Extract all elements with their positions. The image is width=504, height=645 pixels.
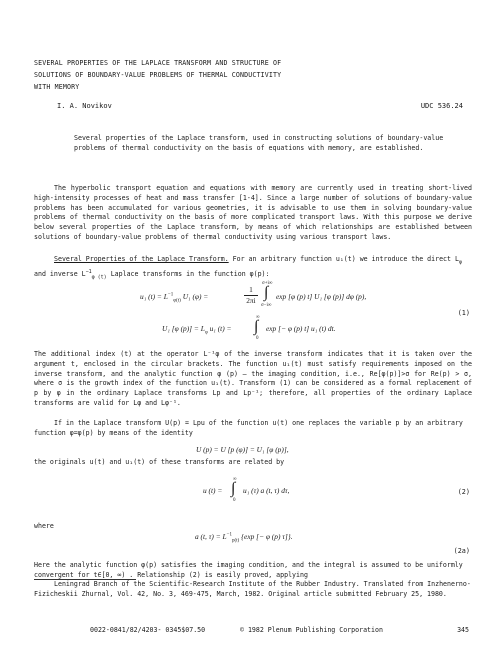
subscript: φ <box>204 330 208 336</box>
subscript: φ (t) <box>91 274 107 281</box>
footnote: Leningrad Branch of the Scientific-Research Institute of the Rubber Industry. Translated from Inzhenerno-Fizicheskii Zhurnal, Vol. 42, No. 3, 469-475, March, 1982. Original article submitted February 25, 1980. <box>34 580 471 598</box>
superscript: −1 <box>85 269 92 276</box>
integral-lower-limit: 0 <box>233 498 236 503</box>
equation-2-rhs <box>243 486 289 495</box>
integral-sign: ∫ <box>254 318 259 335</box>
where-label: where <box>34 522 54 530</box>
section-text: Laplace transforms in the function φ(p): <box>110 270 270 279</box>
subscript: φ(t) <box>173 298 181 304</box>
superscript: −1 <box>167 292 174 298</box>
fraction <box>244 285 258 305</box>
author-name: I. A. Novikov <box>57 102 112 110</box>
equation-2-lhs <box>203 486 222 495</box>
article-title <box>34 57 474 93</box>
eq-text: u (t) = <box>203 486 223 495</box>
udc-code: UDC 536.24 <box>420 102 463 110</box>
equation-1-line-1-rhs <box>276 292 366 301</box>
paragraph: the originals u(t) and u₁(t) of these transforms are related by <box>34 458 285 466</box>
section-heading: Several Properties of the Laplace Transform. <box>54 255 229 263</box>
equation-1-line-1 <box>140 292 208 303</box>
integral-upper-limit: σ+i∞ <box>262 281 273 286</box>
section-text: and inverse L <box>34 270 86 279</box>
eq-text: u₁ (t) = L <box>140 292 168 301</box>
eq-text: U₁ (φ) = <box>182 292 209 301</box>
paragraph: If in the Laplace transform U(p) = Lpu of the function u(t) one replaces the variable p by an arbitrary function φ=φ(p) by means of the identity <box>34 419 463 437</box>
abstract: Several properties of the Laplace transform, used in constructing solutions of boundary-value problems of thermal conductivity on the basis of equations with memory, are established. <box>74 134 444 152</box>
integral-sign: ∫ <box>231 480 236 497</box>
eq-text: U₁ [φ (p)] = L <box>162 324 205 333</box>
title-line: SOLUTIONS OF BOUNDARY-VALUE PROBLEMS OF THERMAL CONDUCTIVITY <box>34 71 282 79</box>
title-line: WITH MEMORY <box>34 83 80 91</box>
paragraph: The additional index (t) at the operator L⁻¹φ of the inverse transform indicates that it is taken over the argument t, enclosed in the circular brackets. The function u₁(t) must satisfy requirements imposed on the inverse transform, and the analytic function φ (p) — the imaging condition, i.e., Re[φ(p)]>σ for Re(p) > σ, where σ is the growth index of the function u₁(t). Transform (1) can be considered as a formal replacement of p by φ in the ordinary Laplace transforms Lp and Lp⁻¹; therefore, all properties of the ordinary Laplace transforms are valid for Lφ and Lφ⁻¹. <box>34 350 472 407</box>
eq-text: {exp [− φ (p) τ]}. <box>241 532 293 541</box>
eq-text: U (p) = U [p (φ)] = U₁ [φ (p)], <box>196 445 289 454</box>
integral-sign: ∫ <box>264 284 269 301</box>
identity-equation <box>196 445 289 454</box>
equation-number: (2a) <box>453 547 470 555</box>
eq-text: exp [φ (p) t] U₁ [φ (p)] dφ (p), <box>276 292 367 301</box>
copyright: © 1982 Plenum Publishing Corporation <box>240 626 383 634</box>
section-paragraph <box>34 255 472 283</box>
subscript: p(t) <box>231 538 240 544</box>
section-text: For an arbitrary function u₁(t) we introduce the direct L <box>232 255 459 263</box>
fraction-denominator: 2πi <box>244 295 258 305</box>
equation-1-line-2 <box>162 324 232 335</box>
superscript: −1 <box>226 532 232 538</box>
integral-lower-limit: 0 <box>256 336 259 341</box>
integral-upper-limit: ∞ <box>233 477 237 482</box>
integral-lower-limit: σ−i∞ <box>261 303 272 308</box>
paragraph: Here the analytic function φ(p) satisfies the imaging condition, and the integral is assumed to be uniformly convergent for t∈[0, ∞) . Relationship (2) is easily proved, applying <box>34 561 463 579</box>
equation-2a <box>195 532 293 543</box>
eq-text: a (t, τ) = L <box>195 532 227 541</box>
eq-text: u₁ (t) = <box>209 324 232 333</box>
page-number: 345 <box>457 626 469 634</box>
title-line: SEVERAL PROPERTIES OF THE LAPLACE TRANSFORM AND STRUCTURE OF <box>34 59 282 67</box>
equation-number: (1) <box>457 309 470 317</box>
intro-paragraph: The hyperbolic transport equation and equations with memory are currently used in treating short-lived high-intensity processes of heat and mass transfer [1-4]. Since a large number of solutions of boundary-value problems has been accumulated for various geometries, it is advisable to use them in solving boundary-value problems of thermal conductivity on the basis of more complicated transport laws. With this purpose we derive below several properties of the Laplace transform, by means of which relationships are established between solutions of boundary-value problems of thermal conductivity using various transport laws. <box>34 184 472 241</box>
equation-number: (2) <box>457 488 470 496</box>
subscript: φ <box>458 259 462 266</box>
fraction-numerator: 1 <box>249 285 253 294</box>
eq-text: exp [− φ (p) t] u₁ (t) dt. <box>266 324 336 333</box>
issn-code: 0022-0841/82/4203- 0345$07.50 <box>90 626 206 634</box>
eq-text: u₁ (τ) a (t, τ) dτ, <box>243 486 290 495</box>
equation-1-line-2-rhs <box>266 324 336 333</box>
integral-upper-limit: ∞ <box>256 315 260 320</box>
